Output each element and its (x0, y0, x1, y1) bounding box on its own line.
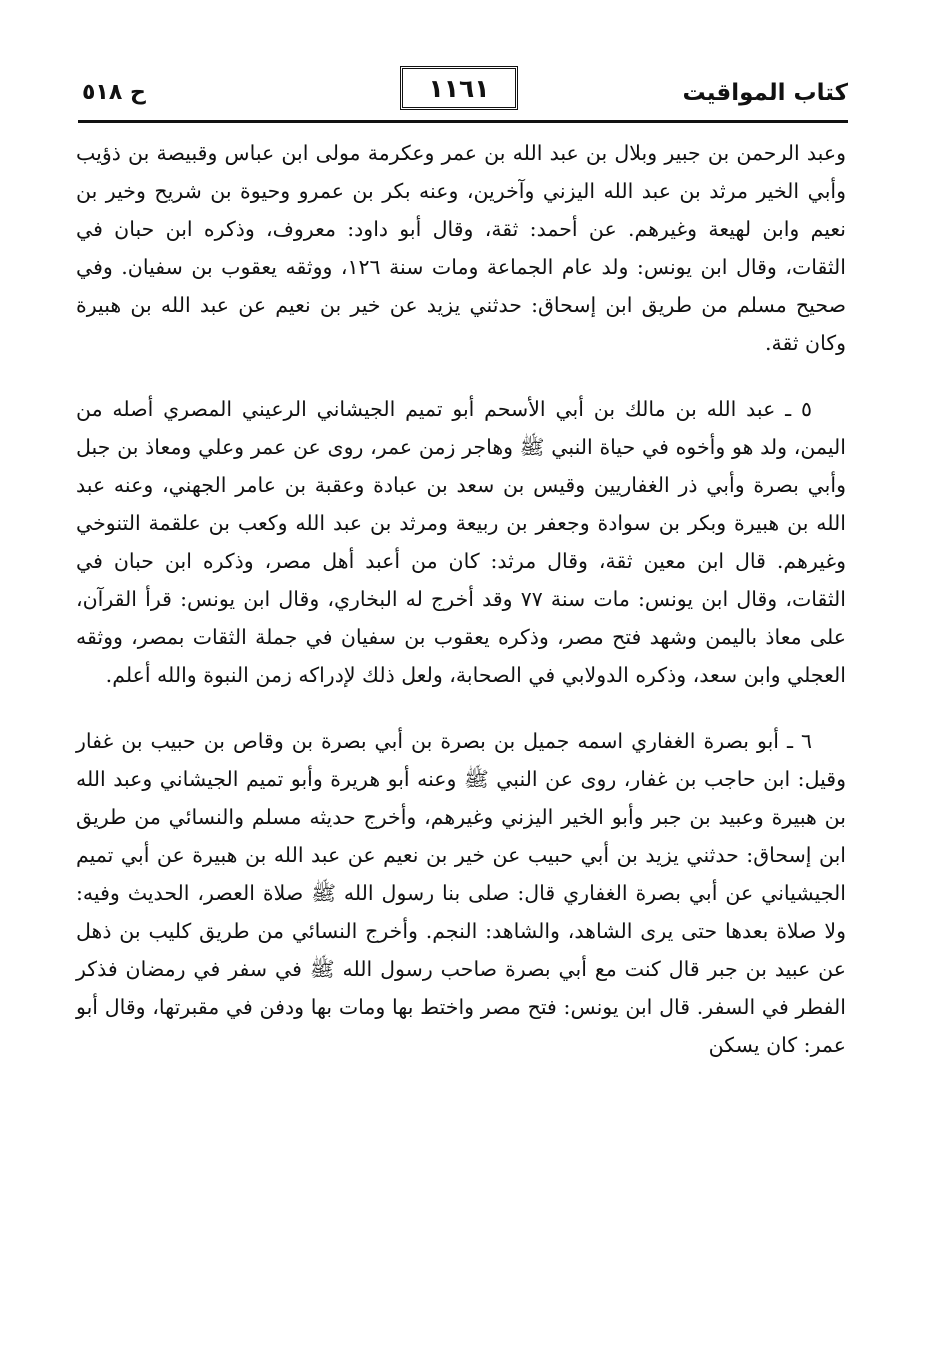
page-number-frame (400, 66, 518, 110)
paragraph-narrator-5: ٥ ـ عبد الله بن مالك بن أبي الأسحم أبو تميم الجيشاني الرعيني المصري أصله من اليمن، ولد هو وأخوه في حياة النبي ﷺ وهاجر زمن عمر، روى عن عمر وعلي ومعاذ بن جبل وأبي بصرة وأبي ذر الغفاريين وقيس بن سعد بن عبادة وعقبة بن عامر الجهني، وعنه عبد الله بن هبيرة وبكر بن سوادة وجعفر بن ربيعة ومرثد بن عبد الله وكعب بن علقمة التنوخي وغيرهم. قال ابن معين ثقة، وقال مرثد: كان من أعبد أهل مصر، وذكره ابن حبان في الثقات، وقال ابن يونس: مات سنة ٧٧ وقد أخرج له البخاري، وقال ابن يونس: قرأ القرآن، على معاذ باليمن وشهد فتح مصر، وذكره يعقوب بن سفيان في جملة الثقات بمصر، ووثقه العجلي وابن سعد، وذكره الدولابي في الصحابة، ولعل ذلك لإدراكه زمن النبوة والله أعلم. (76, 397, 846, 687)
page-header (78, 66, 848, 122)
paragraph-narrator-6: ٦ ـ أبو بصرة الغفاري اسمه جميل بن بصرة بن أبي بصرة بن وقاص بن حبيب بن غفار وقيل: ابن حاجب بن غفار، روى عن النبي ﷺ وعنه أبو هريرة وأبو تميم الجيشاني وعبد الله بن هبيرة وعبيد بن جبر وأبو الخير اليزني وغيرهم، وأخرج حديثه مسلم والنسائي من طريق ابن إسحاق: حدثني يزيد بن أبي حبيب عن خير بن نعيم عن عبد الله بن هبيرة عن أبي تميم الجيشياني عن أبي بصرة الغفاري قال: صلى بنا رسول الله ﷺ صلاة العصر، الحديث وفيه: ولا صلاة بعدها حتى يرى الشاهد، والشاهد: النجم. وأخرج النسائي من طريق كليب بن ذهل عن عبيد بن جبر قال كنت مع أبي بصرة صاحب رسول الله ﷺ في سفر في رمضان فذكر الفطر في السفر. قال ابن يونس: فتح مصر واختط بها ومات بها ودفن في مقبرتها، وقال أبو عمر: كان يسكن (76, 729, 846, 1057)
header-divider (78, 120, 848, 123)
hadith-reference: ح ٥١٨ (82, 80, 146, 105)
paragraph-spacer (76, 694, 846, 722)
page-body (76, 134, 846, 1064)
book-title: كتاب المواقيت (682, 80, 848, 106)
page-number: ١١٦١ (428, 73, 490, 103)
paragraph-continuation: وعبد الرحمن بن جبير وبلال بن عبد الله بن عمر وعكرمة مولى ابن عباس وقبيصة بن ذؤيب وأبي الخير مرثد بن عبد الله اليزني وآخرين، وعنه بكر بن عمرو وحيوة بن شريح وخير بن نعيم وابن لهيعة وغيرهم. عن أحمد: ثقة، وقال أبو داود: معروف، وذكره ابن حبان في الثقات، وقال ابن يونس: ولد عام الجماعة ومات سنة ١٢٦، ووثقه يعقوب بن سفيان. وفي صحيح مسلم من طريق ابن إسحاق: حدثني يزيد عن خير بن نعيم عن عبد الله بن هبيرة وكان ثقة. (76, 141, 846, 355)
paragraph-spacer (76, 362, 846, 390)
